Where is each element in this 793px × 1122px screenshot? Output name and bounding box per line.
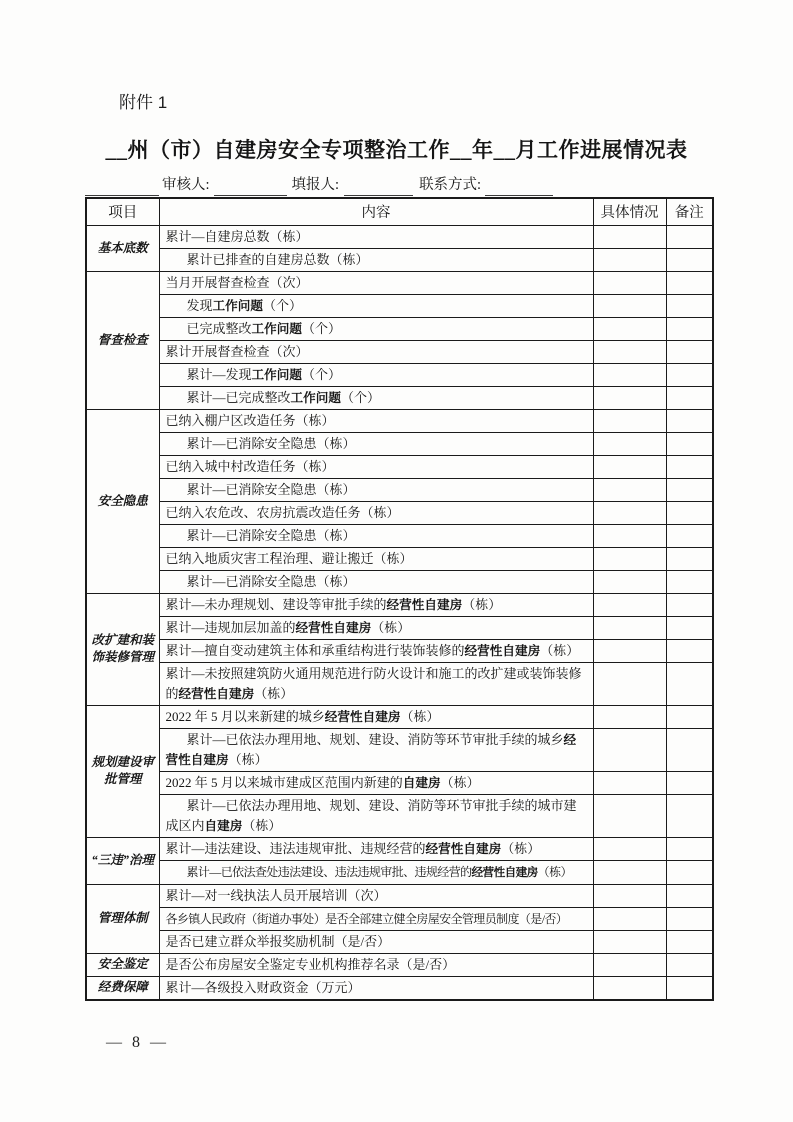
content-text: （栋） [228,751,268,767]
content-text-bold: 工作问题 [212,298,263,313]
detail-cell [593,455,666,478]
content-text: 累计—对一线执法人员开展培训（次） [165,887,387,903]
table-row [86,271,713,294]
content-cell [159,705,593,728]
detail-cell [593,953,666,976]
remark-cell [666,317,713,340]
detail-cell [593,294,666,317]
content-text: 累计—未按照建筑防火通用规范进行防火设计和施工的改扩建或装饰装修的 [165,665,582,701]
content-cell [159,363,593,386]
detail-cell [593,860,666,884]
content-text-bold: 经营性自建房 [386,597,463,612]
reviewer-label: 审核人: [162,177,210,193]
table-row [86,547,713,570]
content-text: 是否公布房屋安全鉴定专业机构推荐名录（是/否） [165,956,456,972]
content-text: 是否已建立群众举报奖励机制（是/否） [165,933,391,949]
content-text: （栋） [440,774,480,790]
table-row [86,860,713,884]
content-text: （栋） [371,619,411,635]
remark-cell [666,616,713,639]
content-text: 已纳入地质灾害工程治理、避让搬迁（栋） [165,550,413,566]
content-text: 累计—违规加层加盖的 [165,619,296,635]
content-cell [159,294,593,317]
table-row [86,340,713,363]
detail-cell [593,837,666,860]
table-row [86,728,713,771]
content-cell [159,524,593,547]
content-cell [159,593,593,616]
table-row [86,616,713,639]
table-row [86,294,713,317]
detail-cell [593,728,666,771]
header-detail: 具体情况 [593,198,666,225]
remark-cell [666,455,713,478]
page-title: __州（市）自建房安全专项整治工作__年__月工作进展情况表 [105,138,688,162]
detail-cell [593,317,666,340]
filler-label: 填报人: [291,177,340,193]
detail-cell [593,976,666,1000]
content-text: 累计已排查的自建房总数（栋） [186,251,369,267]
content-text: 累计—已依法查处违法建设、违法违规审批、违规经营的 [186,864,472,879]
content-cell [159,662,593,705]
remark-cell [666,794,713,837]
header-remark: 备注 [666,198,713,225]
detail-cell [593,593,666,616]
group-label: 基本底数 [86,225,159,271]
content-text: 各乡镇人民政府（街道办事处）是否全部建立健全房屋安全管理员制度（是/否） [165,911,568,926]
group-label: “三违”治理 [86,837,159,884]
content-cell [159,728,593,771]
remark-cell [666,386,713,409]
detail-cell [593,771,666,794]
detail-cell [593,271,666,294]
table-row [86,884,713,907]
table-row [86,363,713,386]
remark-cell [666,771,713,794]
table-row [86,794,713,837]
content-text-bold: 经营性自建房 [464,643,541,658]
content-text: 2022 年 5 月以来新建的城乡 [165,708,325,724]
detail-cell [593,432,666,455]
content-text-bold: 工作问题 [251,321,302,336]
content-cell [159,386,593,409]
content-text: （栋） [462,596,502,612]
content-cell [159,409,593,432]
detail-cell [593,930,666,953]
content-cell [159,340,593,363]
content-text: （个） [340,389,380,405]
remark-cell [666,570,713,593]
header-content: 内容 [159,198,593,225]
detail-cell [593,794,666,837]
content-text-bold: 经营性自建房 [178,686,255,701]
remark-cell [666,593,713,616]
content-cell [159,248,593,271]
table-row [86,432,713,455]
table-row [86,639,713,662]
content-text-bold: 经营性自建房 [425,841,502,856]
detail-cell [593,363,666,386]
remark-cell [666,409,713,432]
remark-cell [666,884,713,907]
content-cell [159,455,593,478]
group-label: 督查检查 [86,271,159,409]
content-text-bold: 经营性自建房 [324,709,401,724]
content-text: 累计—各级投入财政资金（万元） [165,979,361,995]
content-text: 累计—未办理规划、建设等审批手续的 [165,596,387,612]
content-cell [159,930,593,953]
detail-cell [593,524,666,547]
content-text: （个） [301,320,341,336]
content-text: 累计开展督查检查（次） [165,343,309,359]
fill-line [214,177,287,196]
remark-cell [666,639,713,662]
group-label: 规划建设审批管理 [86,705,159,837]
fill-line [485,177,553,196]
remark-cell [666,860,713,884]
content-text: 已纳入农危改、农房抗震改造任务（栋） [165,504,400,520]
content-cell [159,771,593,794]
content-cell [159,478,593,501]
content-text-bold: 自建房 [204,818,243,833]
remark-cell [666,705,713,728]
remark-cell [666,976,713,1000]
content-text: 累计—已消除安全隐患（栋） [186,573,356,589]
remark-cell [666,662,713,705]
content-text: 累计—发现 [186,366,252,382]
content-text: 累计—已消除安全隐患（栋） [186,527,356,543]
table-row [86,705,713,728]
form-table-header [86,198,713,225]
content-cell [159,837,593,860]
content-text: 累计—自建房总数（栋） [165,228,309,244]
detail-cell [593,478,666,501]
detail-cell [593,248,666,271]
group-label: 管理体制 [86,884,159,953]
table-row [86,524,713,547]
table-row [86,225,713,248]
remark-cell [666,907,713,930]
content-text: 2022 年 5 月以来城市建成区范围内新建的 [165,774,403,790]
table-row [86,930,713,953]
content-text-bold: 经营性自建房 [471,865,538,879]
content-text: 累计—已完成整改 [186,389,291,405]
detail-cell [593,705,666,728]
content-text-bold: 经营性自建房 [165,732,577,767]
page-number: — 8 — [106,1034,169,1051]
detail-cell [593,386,666,409]
content-text: （个） [301,366,341,382]
content-cell [159,953,593,976]
content-cell [159,907,593,930]
table-row [86,976,713,1000]
remark-cell [666,248,713,271]
content-cell [159,976,593,1000]
remark-cell [666,363,713,386]
remark-cell [666,930,713,953]
content-text: 累计—违法建设、违法违规审批、违规经营的 [165,840,426,856]
detail-cell [593,884,666,907]
content-cell [159,432,593,455]
table-row [86,837,713,860]
group-label: 改扩建和装饰装修管理 [86,593,159,705]
header-row [86,198,713,225]
remark-cell [666,953,713,976]
content-cell [159,884,593,907]
table-row [86,953,713,976]
group-label: 安全隐患 [86,409,159,593]
table-row [86,662,713,705]
content-text-bold: 工作问题 [251,367,302,382]
content-text: （栋） [540,642,580,658]
content-cell [159,616,593,639]
content-text-bold: 工作问题 [290,390,341,405]
content-text: （栋） [400,708,440,724]
content-text-bold: 经营性自建房 [295,620,372,635]
content-cell [159,570,593,593]
meta-row [85,172,712,196]
content-text: 发现 [186,297,213,313]
content-cell [159,639,593,662]
attachment-label: 附件 1 [119,93,168,112]
group-label: 经费保障 [86,976,159,1000]
remark-cell [666,225,713,248]
content-text-bold: 自建房 [402,775,441,790]
table-row [86,501,713,524]
table-row [86,386,713,409]
detail-cell [593,639,666,662]
detail-cell [593,907,666,930]
content-cell [159,271,593,294]
remark-cell [666,271,713,294]
table-row [86,478,713,501]
group-label: 安全鉴定 [86,953,159,976]
content-text: （个） [262,297,302,313]
contact-label: 联系方式: [419,177,482,193]
content-text: 累计—已消除安全隐患（栋） [186,435,356,451]
form-table-body [86,225,713,1000]
content-text: （栋） [501,840,541,856]
content-cell [159,317,593,340]
detail-cell [593,662,666,705]
remark-cell [666,501,713,524]
table-row [86,907,713,930]
detail-cell [593,501,666,524]
table-row [86,317,713,340]
content-text: 累计—已依法办理用地、规划、建设、消防等环节审批手续的城乡 [186,731,564,747]
content-text: 已纳入城中村改造任务（栋） [165,458,335,474]
detail-cell [593,570,666,593]
content-cell [159,225,593,248]
content-text: 已纳入棚户区改造任务（栋） [165,412,335,428]
detail-cell [593,340,666,363]
content-text: 累计—擅自变动建筑主体和承重结构进行装饰装修的 [165,642,465,658]
remark-cell [666,837,713,860]
content-cell [159,547,593,570]
remark-cell [666,340,713,363]
table-row [86,593,713,616]
remark-cell [666,547,713,570]
content-cell [159,501,593,524]
table-row [86,409,713,432]
content-text: 累计—已依法办理用地、规划、建设、消防等环节审批手续的城市建成区内 [165,797,577,833]
header-project: 项目 [86,198,159,225]
remark-cell [666,728,713,771]
table-row [86,248,713,271]
content-text: 累计—已消除安全隐患（栋） [186,481,356,497]
content-text: 当月开展督查检查（次） [165,274,309,290]
remark-cell [666,432,713,455]
content-text: （栋） [254,685,294,701]
content-text: 已完成整改 [186,320,252,336]
content-cell [159,794,593,837]
detail-cell [593,225,666,248]
content-text: （栋） [537,864,572,879]
detail-cell [593,616,666,639]
table-row [86,455,713,478]
form-table [85,197,714,1001]
fill-line [85,177,159,196]
detail-cell [593,409,666,432]
content-cell [159,860,593,884]
detail-cell [593,547,666,570]
table-row [86,771,713,794]
fill-line [344,177,413,196]
remark-cell [666,524,713,547]
remark-cell [666,478,713,501]
remark-cell [666,294,713,317]
table-row [86,570,713,593]
content-text: （栋） [242,817,282,833]
